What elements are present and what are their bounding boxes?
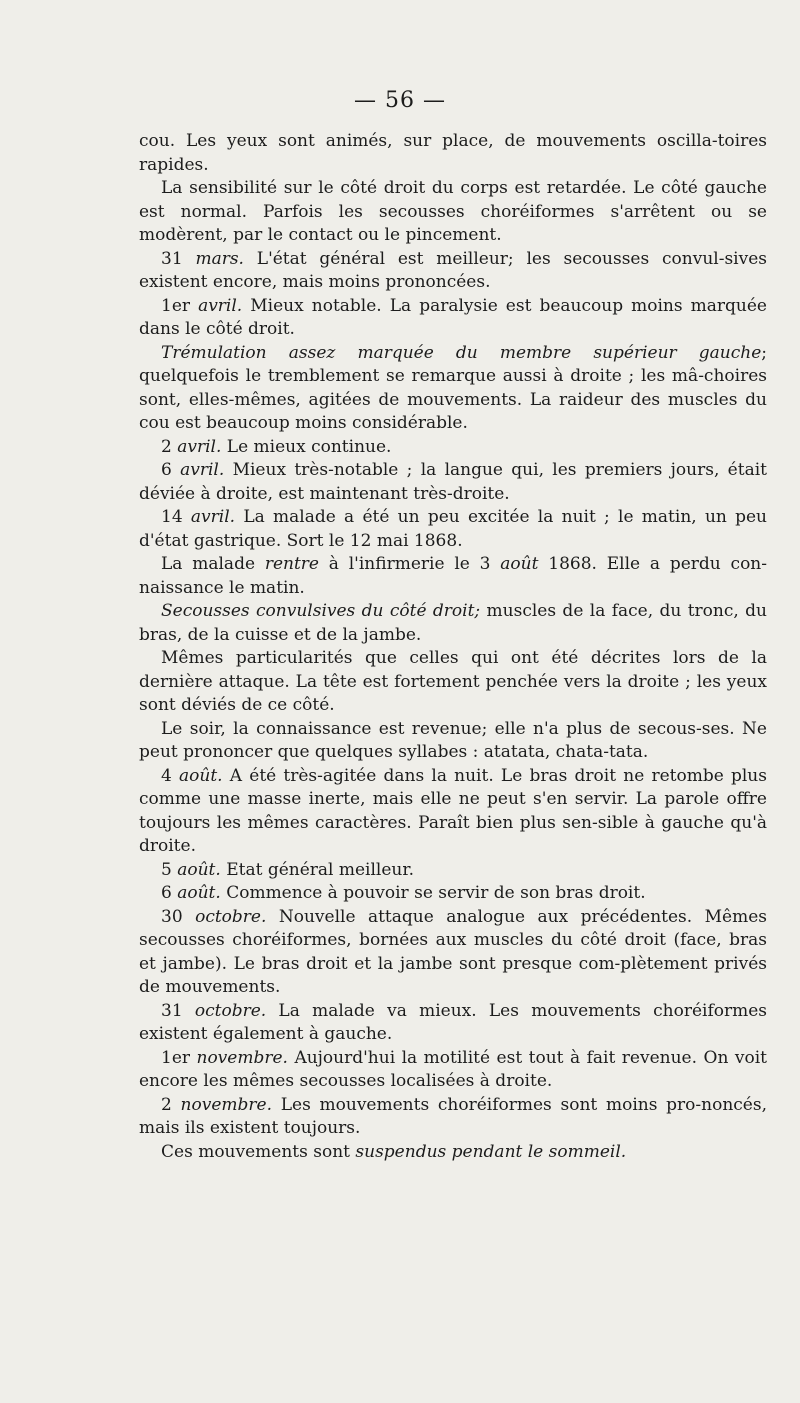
- text-run: L'état général est meilleur; les secousses convul-sives existent encore, mais moins prononcées.: [139, 248, 768, 292]
- paragraph: [139, 506, 767, 553]
- italic-text: avril.: [180, 460, 225, 480]
- italic-text: Secousses convulsives du côté droit;: [161, 601, 481, 621]
- paragraph: [139, 553, 767, 600]
- text-run: 2: [161, 1094, 181, 1115]
- text-run: cou. Les yeux sont animés, sur place, de mouvements oscilla-toires rapides.: [139, 131, 767, 175]
- italic-text: novembre.: [180, 1094, 272, 1115]
- text-run: La malade: [161, 554, 265, 574]
- paragraph: [139, 1094, 767, 1141]
- italic-text: mars.: [195, 248, 244, 269]
- paragraph: [139, 765, 767, 859]
- text-run: Mieux notable. La paralysie est beaucoup moins marquée dans le côté droit.: [139, 295, 767, 339]
- text-run: Les mouvements choréiformes sont moins pro-noncés, mais ils existent toujours.: [139, 1094, 767, 1138]
- italic-text: suspendus pendant le sommeil.: [355, 1141, 627, 1162]
- italic-text: avril.: [190, 507, 236, 527]
- paragraph: [139, 1000, 767, 1047]
- text-run: La malade a été un peu excitée la nuit ; le matin, un peu d'état gastrique. Sort le 12 mai 1868.: [139, 507, 767, 551]
- text-run: Le mieux continue.: [221, 436, 392, 457]
- text-run: Aujourd'hui la motilité est tout à fait revenue. On voit encore les mêmes secousses localisées à droite.: [139, 1047, 767, 1091]
- italic-text: novembre.: [196, 1047, 288, 1068]
- text-run: 1er: [161, 1047, 197, 1068]
- italic-text: octobre.: [195, 906, 267, 927]
- text-run: Le soir, la connaissance est revenue; elle n'a plus de secous-ses. Ne peut prononcer que quelques syllabes : atatata, chata-tata.: [139, 718, 767, 762]
- text-run: La malade va mieux. Les mouvements choréiformes existent également à gauche.: [139, 1000, 767, 1044]
- paragraph: [139, 459, 767, 506]
- text-run: A été très-agitée dans la nuit. Le bras droit ne retombe plus comme une masse inerte, mais elle ne peut s'en servir. La parole offre toujours les mêmes caractères. Paraît bien plus sen-sible à gauche qu'à droite.: [139, 765, 767, 856]
- paragraph: [139, 906, 767, 1000]
- italic-text: rentre: [264, 554, 319, 574]
- italic-text: avril.: [198, 295, 243, 316]
- paragraph: [139, 177, 767, 248]
- text-run: Nouvelle attaque analogue aux précédentes. Mêmes secousses choréiformes, bornées aux muscles du côté droit (face, bras et jambe). Le bras droit et la jambe sont presque com-plètement privés de mouvements.: [139, 906, 767, 997]
- paragraph: [139, 647, 767, 718]
- italic-text: août: [500, 554, 539, 574]
- italic-text: avril.: [177, 436, 222, 457]
- text-run: à l'infirmerie le 3: [318, 554, 501, 574]
- italic-text: Trémulation assez marquée du membre supérieur gauche: [161, 342, 762, 363]
- text-run: 6: [161, 460, 181, 480]
- italic-text: août.: [179, 765, 223, 786]
- text-run: La sensibilité sur le côté droit du corps est retardée. Le côté gauche est normal. Parfois les secousses choréiformes s'arrêtent ou se modèrent, par le contact ou le pincement.: [139, 178, 767, 245]
- paragraph: [139, 436, 767, 460]
- text-run: 6: [161, 883, 178, 903]
- italic-text: octobre.: [194, 1000, 267, 1021]
- italic-text: août.: [177, 859, 221, 880]
- text-run: Commence à pouvoir se servir de son bras droit.: [220, 883, 646, 903]
- italic-text: août.: [177, 883, 221, 903]
- paragraph: [139, 718, 767, 765]
- text-run: 31: [161, 1000, 195, 1021]
- text-run: 31: [161, 248, 196, 269]
- text-run: Ces mouvements sont: [161, 1141, 356, 1162]
- paragraph: [139, 859, 767, 883]
- paragraph: [139, 1047, 767, 1094]
- paragraph: [139, 130, 767, 177]
- paragraph: [139, 248, 767, 295]
- text-run: 4: [161, 765, 180, 786]
- text-run: ; quelquefois le tremblement se remarque aussi à droite ; les mâ-choires sont, elles-mêmes, agitées de mouvements. La raideur des muscles du cou est beaucoup moins considérable.: [139, 342, 767, 433]
- paragraph: [139, 342, 767, 436]
- page-number: — 56 —: [354, 88, 446, 113]
- text-run: Etat général meilleur.: [220, 859, 415, 880]
- text-run: Mêmes particularités que celles qui ont été décrites lors de la dernière attaque. La tête est fortement penchée vers la droite ; les yeux sont déviés de ce côté.: [139, 648, 767, 715]
- text-run: 2: [161, 436, 178, 457]
- paragraph: [139, 295, 767, 342]
- text-run: Mieux très-notable ; la langue qui, les premiers jours, était déviée à droite, est maintenant très-droite.: [139, 460, 767, 504]
- text-run: 1er: [161, 295, 199, 316]
- body-text: [139, 130, 767, 1164]
- text-run: 5: [161, 859, 178, 880]
- text-run: muscles de la face, du tronc, du bras, de la cuisse et de la jambe.: [139, 601, 767, 645]
- text-run: 1868. Elle a perdu con-naissance le matin.: [139, 554, 768, 598]
- paragraph: [139, 600, 767, 647]
- paragraph: [139, 882, 767, 906]
- text-run: 14: [161, 507, 191, 527]
- text-run: 30: [161, 906, 196, 927]
- paragraph: [139, 1141, 767, 1165]
